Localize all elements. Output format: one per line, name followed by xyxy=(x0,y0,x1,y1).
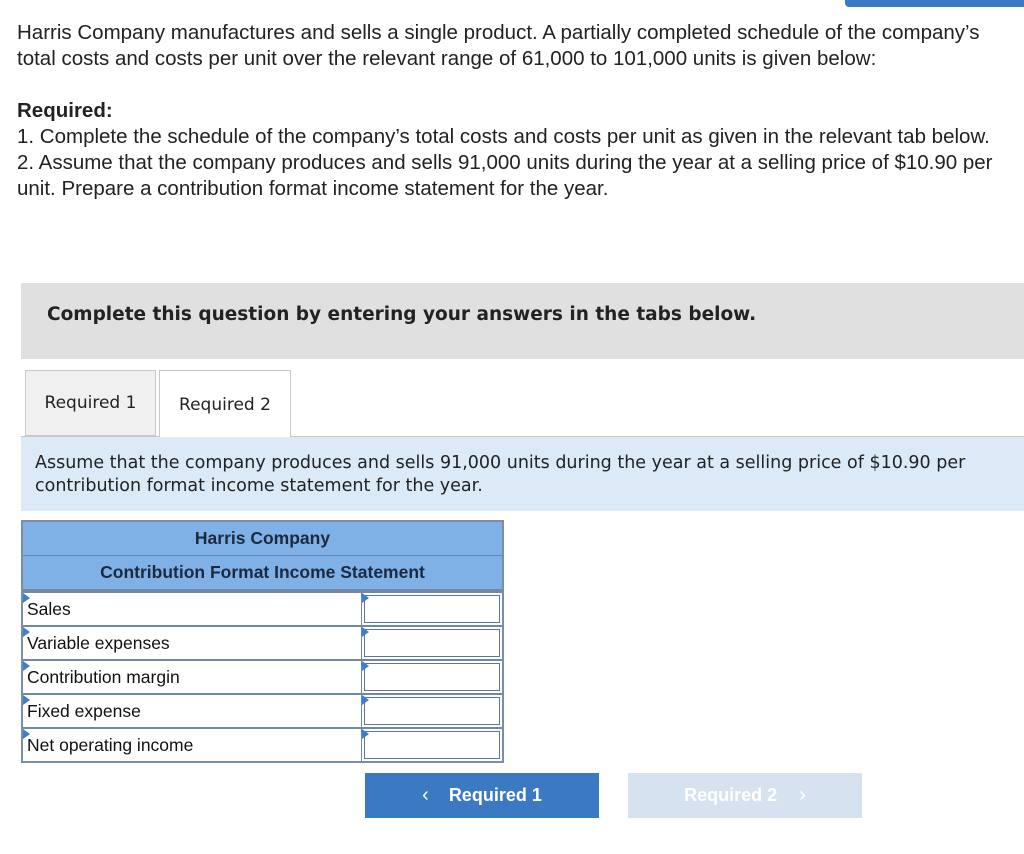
required-2-text: 2. Assume that the company produces and sells 91,000 units during the year at a selling price of $10.90 per unit. Prepare a contribution format income statement for the year. xyxy=(17,151,993,200)
row-label xyxy=(23,627,362,659)
contribution-margin-input[interactable] xyxy=(364,663,500,691)
row-label-text: Net operating income xyxy=(27,734,194,755)
table-row-contribution-margin xyxy=(23,659,502,693)
question-text xyxy=(17,20,1012,202)
income-statement-table xyxy=(21,520,504,763)
row-label-text: Sales xyxy=(27,598,71,619)
table-row-sales xyxy=(23,591,502,625)
instruction-text xyxy=(35,452,1024,498)
row-label-text: Fixed expense xyxy=(27,700,141,721)
cell-marker-icon xyxy=(362,661,369,671)
cell-marker-icon xyxy=(362,695,369,705)
required-1-text: 1. Complete the schedule of the company’s total costs and costs per unit as given in the relevant tab below. xyxy=(17,125,990,148)
table-row-variable-expenses xyxy=(23,625,502,659)
variable-expenses-input[interactable] xyxy=(364,629,500,657)
cell-marker-icon xyxy=(362,729,369,739)
net-operating-income-input[interactable] xyxy=(364,731,500,759)
problem-statement: Harris Company manufactures and sells a single product. A partially completed schedule of the company’s total costs and costs per unit over the relevant range of 61,000 to 101,000 units is given below: xyxy=(17,21,980,70)
next-button-label: Required 2 xyxy=(684,785,778,805)
cell-marker-icon xyxy=(23,729,30,739)
cell-marker-icon xyxy=(362,627,369,637)
next-required-2-button[interactable] xyxy=(628,773,862,818)
previous-button-label: Required 1 xyxy=(448,785,542,805)
company-name-header: Harris Company xyxy=(23,522,502,556)
input-cell xyxy=(362,627,502,659)
cell-marker-icon xyxy=(23,593,30,603)
statement-title-header: Contribution Format Income Statement xyxy=(23,556,502,591)
input-cell xyxy=(362,695,502,727)
row-label xyxy=(23,729,362,761)
tab-label: Required 2 xyxy=(179,394,271,415)
table-row-fixed-expense xyxy=(23,693,502,727)
required-heading: Required: xyxy=(17,99,113,122)
row-label xyxy=(23,593,362,625)
cell-marker-icon xyxy=(362,593,369,603)
tab-required-2[interactable] xyxy=(159,370,291,438)
table-row-net-operating-income xyxy=(23,727,502,761)
row-label-text: Variable expenses xyxy=(27,632,170,653)
cell-marker-icon xyxy=(23,695,30,705)
top-accent-bar xyxy=(845,0,1024,7)
banner-text: Complete this question by entering your answers in the tabs below. xyxy=(47,304,757,325)
tab-label: Required 1 xyxy=(44,393,137,413)
cell-marker-icon xyxy=(23,627,30,637)
cell-marker-icon xyxy=(23,661,30,671)
sales-input[interactable] xyxy=(364,595,500,623)
chevron-left-icon: ‹ xyxy=(422,784,429,806)
instruction-line-1: Assume that the company produces and sells 91,000 units during the year at a selling price of $10.90 per xyxy=(35,453,966,473)
chevron-right-icon: › xyxy=(799,784,806,806)
tab-instructions xyxy=(21,437,1024,511)
row-label-text: Contribution margin xyxy=(27,666,180,687)
input-cell xyxy=(362,729,502,761)
fixed-expense-input[interactable] xyxy=(364,697,500,725)
previous-required-1-button[interactable] xyxy=(365,773,599,818)
input-cell xyxy=(362,661,502,693)
instruction-line-2: contribution format income statement for the year. xyxy=(35,476,483,496)
input-cell xyxy=(362,593,502,625)
tab-required-1[interactable] xyxy=(25,370,156,436)
row-label xyxy=(23,695,362,727)
instructions-banner xyxy=(21,283,1024,359)
row-label xyxy=(23,661,362,693)
